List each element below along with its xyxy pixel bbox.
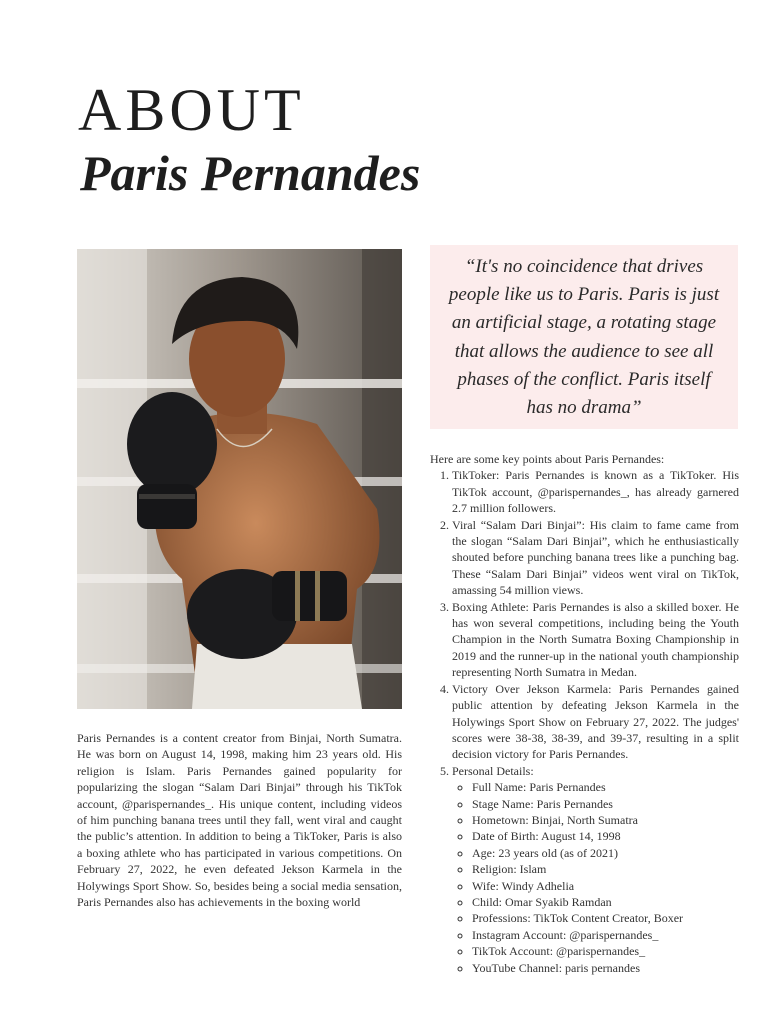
detail-item: ◦ Date of Birth: August 14, 1998 xyxy=(472,828,739,844)
detail-item: ◦ Hometown: Binjai, North Sumatra xyxy=(472,812,739,828)
boxer-illustration xyxy=(77,249,402,709)
detail-item: ◦ Wife: Windy Adhelia xyxy=(472,878,739,894)
subject-name: Paris Pernandes xyxy=(80,145,421,201)
detail-item: ◦ TikTok Account: @parispernandes_ xyxy=(472,943,739,959)
list-item: 2. Viral “Salam Dari Binjai”: His claim to fame came from the slogan “Salam Dari Binjai”, which he enthusiastically shouted before punching banana trees like a punching bag. These “Salam Dari Binjai” videos went viral on TikTok, amassing 54 million views. xyxy=(452,517,739,599)
detail-item: ◦ Instagram Account: @parispernandes_ xyxy=(472,927,739,943)
detail-item: ◦ Religion: Islam xyxy=(472,861,739,877)
detail-item: ◦ YouTube Channel: paris pernandes xyxy=(472,960,739,976)
detail-item: ◦ Full Name: Paris Pernandes xyxy=(472,779,739,795)
quote-box xyxy=(430,245,738,429)
detail-item: ◦ Stage Name: Paris Pernandes xyxy=(472,796,739,812)
boxer-photo xyxy=(77,249,402,709)
quote-text: “It's no coincidence that drives people like us to Paris. Paris is just an artificial stage, a rotating stage that allows the audience to see all phases of the conflict. Paris itself has no drama” xyxy=(448,256,720,419)
list-item-personal-details xyxy=(452,763,739,976)
list-item: 1. TikToker: Paris Pernandes is known as a TikToker. His TikTok account, @parispernandes_, has already garnered 2.7 million followers. xyxy=(452,467,739,516)
personal-details-list xyxy=(452,779,739,976)
bio-paragraph: Paris Pernandes is a content creator from Binjai, North Sumatra. He was born on August 14, 1998, making him 23 years old. His religion is Islam. Paris Pernandes gained popularity for popularizing the slogan “Salam Dari Binjai” through his TikTok account, @parispernandes_. His unique content, including videos of him punching banana trees until they fall, went viral and caught the public’s attention. In addition to being a TikToker, Paris is also a boxing athlete who has participated in various competitions. On February 27, 2022, he even defeated Jekson Karmela in the Holywings Sport Show. So, besides being a social media sensation, Paris Pernandes also has achievements in the boxing world xyxy=(77,731,402,910)
detail-item: ◦ Professions: TikTok Content Creator, Boxer xyxy=(472,910,739,926)
detail-item: ◦ Age: 23 years old (as of 2021) xyxy=(472,845,739,861)
personal-details-label: Personal Details: xyxy=(452,763,534,778)
points-intro: Here are some key points about Paris Pernandes: xyxy=(430,452,665,466)
list-item: 3. Boxing Athlete: Paris Pernandes is also a skilled boxer. He has won several competitions, including being the Youth Champion in the North Sumatra Boxing Championship in 2019 and the runner-up in the national youth championship representing North Sumatra in Medan. xyxy=(452,599,739,681)
key-points xyxy=(430,451,739,976)
detail-item: ◦ Child: Omar Syakib Ramdan xyxy=(472,894,739,910)
page-title: ABOUT xyxy=(78,77,305,143)
list-item: 4. Victory Over Jekson Karmela: Paris Pernandes gained public attention by defeating Jekson Karmela in the Holywings Sport Show on February 27, 2022. The judges' scores were 38-38, 38-39, and 39-37, resulting in a split decision victory for Paris Pernandes. xyxy=(452,681,739,763)
points-list xyxy=(430,467,739,976)
